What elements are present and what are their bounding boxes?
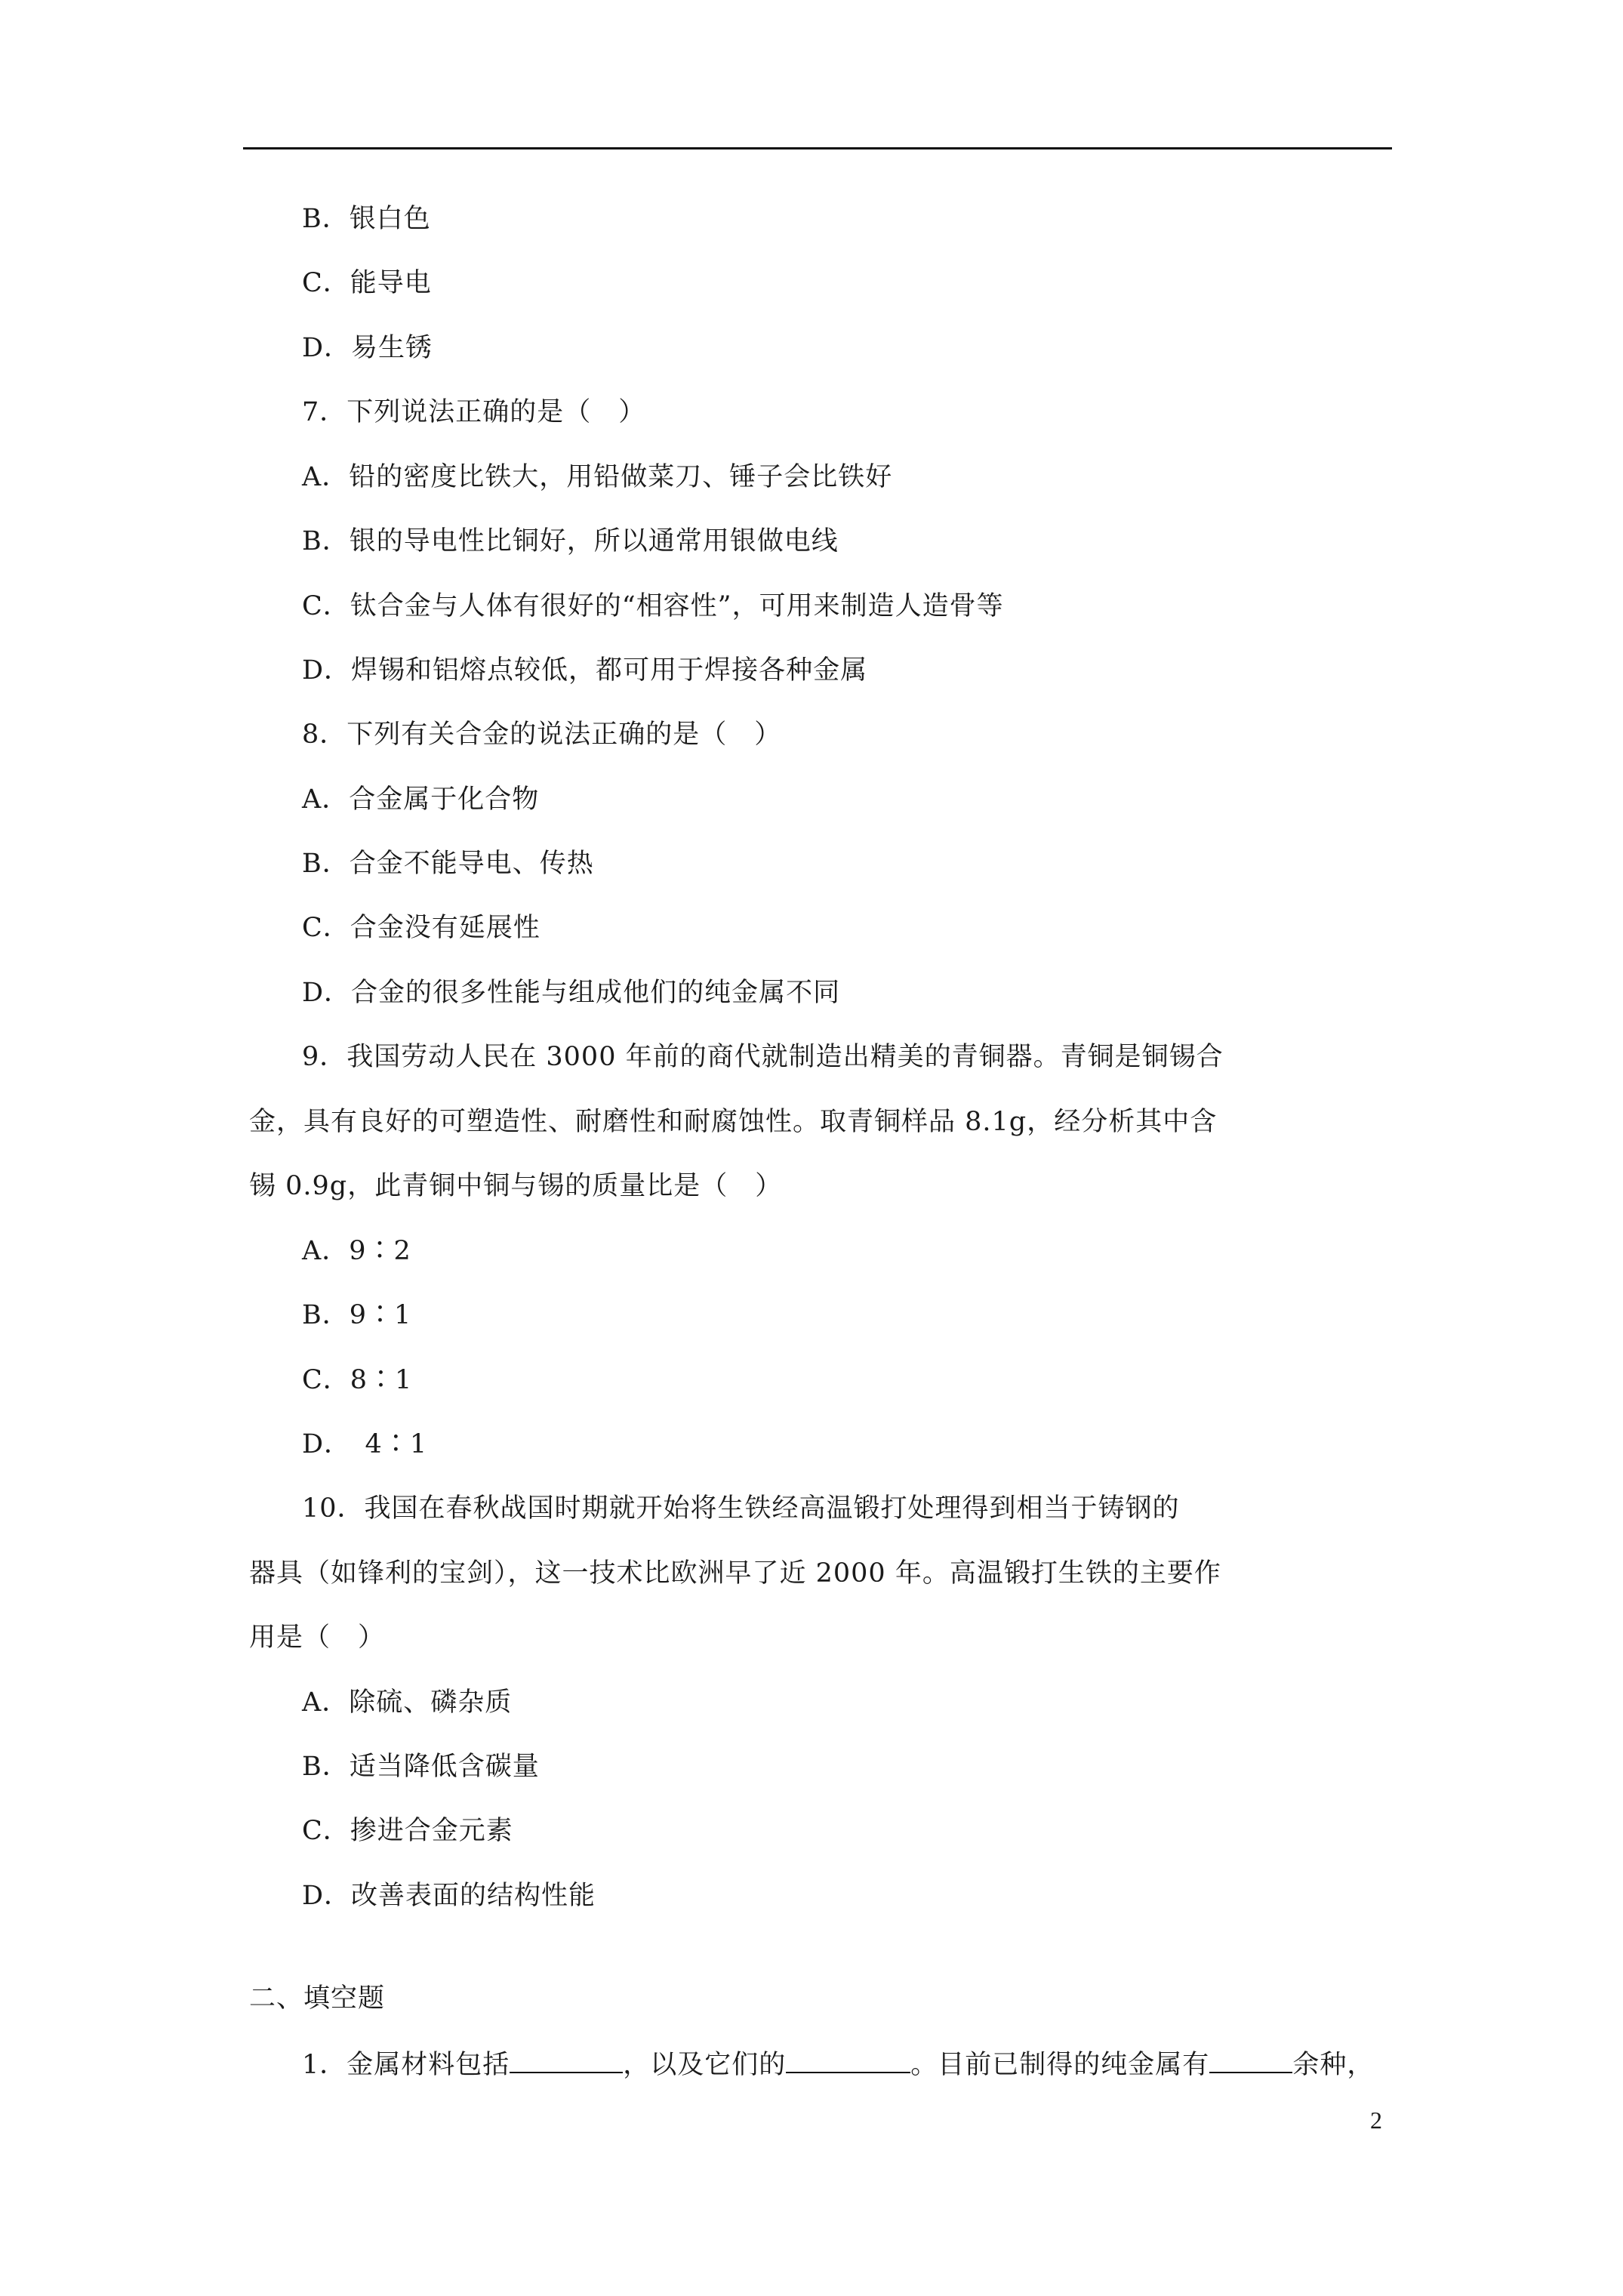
q10-stem-line2: 器具（如锋利的宝剑），这一技术比欧洲早了近 2000 年。高温锻打生铁的主要作 (249, 1558, 1221, 1589)
section2-q1 (302, 2046, 1374, 2082)
q9-stem-line1: 9．我国劳动人民在 3000 年前的商代就制造出精美的青铜器。青铜是铜锡合 (302, 1042, 1224, 1072)
q6-option-c: C．能导电 (302, 268, 432, 298)
q9-option-a: A．9∶2 (302, 1236, 411, 1266)
q9-stem-line3: 锡 0.9g，此青铜中铜与锡的质量比是（ ） (249, 1171, 783, 1201)
section2-q1-part1: 1．金属材料包括 (302, 2050, 510, 2080)
q6-option-d: D．易生锈 (302, 333, 433, 363)
header-rule (243, 147, 1392, 149)
q7-stem: 7．下列说法正确的是（ ） (302, 397, 646, 427)
q10-option-c: C．掺进合金元素 (302, 1816, 513, 1846)
q10-stem-line3: 用是（ ） (249, 1623, 386, 1653)
q9-stem-line2: 金，具有良好的可塑造性、耐磨性和耐腐蚀性。取青铜样品 8.1g，经分析其中含 (249, 1107, 1218, 1137)
q6-option-b: B．银白色 (302, 204, 431, 234)
answer-blank-2[interactable] (786, 2046, 910, 2073)
answer-blank-3[interactable] (1209, 2046, 1292, 2073)
section-title-fill-in: 二、填空题 (249, 1983, 386, 2014)
q8-option-d: D．合金的很多性能与组成他们的纯金属不同 (302, 978, 841, 1008)
page-number: 2 (1370, 2106, 1382, 2134)
section2-q1-part2: ，以及它们的 (623, 2050, 787, 2080)
q10-option-d: D．改善表面的结构性能 (302, 1881, 596, 1911)
q10-stem-line1: 10．我国在春秋战国时期就开始将生铁经高温锻打处理得到相当于铸钢的 (302, 1493, 1180, 1524)
q7-option-c: C．钛合金与人体有很好的“相容性”，可用来制造人造骨等 (302, 591, 1004, 621)
q8-option-c: C．合金没有延展性 (302, 913, 540, 943)
q9-option-d: D． 4∶1 (302, 1429, 428, 1459)
section2-q1-part3: 。目前已制得的纯金属有 (910, 2050, 1210, 2080)
q10-option-b: B．适当降低含碳量 (302, 1752, 540, 1782)
q7-option-a: A．铅的密度比铁大，用铅做菜刀、锤子会比铁好 (302, 462, 893, 492)
section2-q1-part4: 余种， (1292, 2050, 1375, 2080)
answer-blank-1[interactable] (510, 2046, 623, 2073)
q10-option-a: A．除硫、磷杂质 (302, 1687, 513, 1718)
q8-option-b: B．合金不能导电、传热 (302, 849, 594, 879)
q7-option-d: D．焊锡和铝熔点较低，都可用于焊接各种金属 (302, 655, 868, 686)
q9-option-b: B．9∶1 (302, 1300, 412, 1330)
q9-option-c: C．8∶1 (302, 1365, 413, 1395)
q8-option-a: A．合金属于化合物 (302, 784, 540, 815)
q7-option-b: B．银的导电性比铜好，所以通常用银做电线 (302, 526, 839, 556)
q8-stem: 8．下列有关合金的说法正确的是（ ） (302, 720, 782, 750)
